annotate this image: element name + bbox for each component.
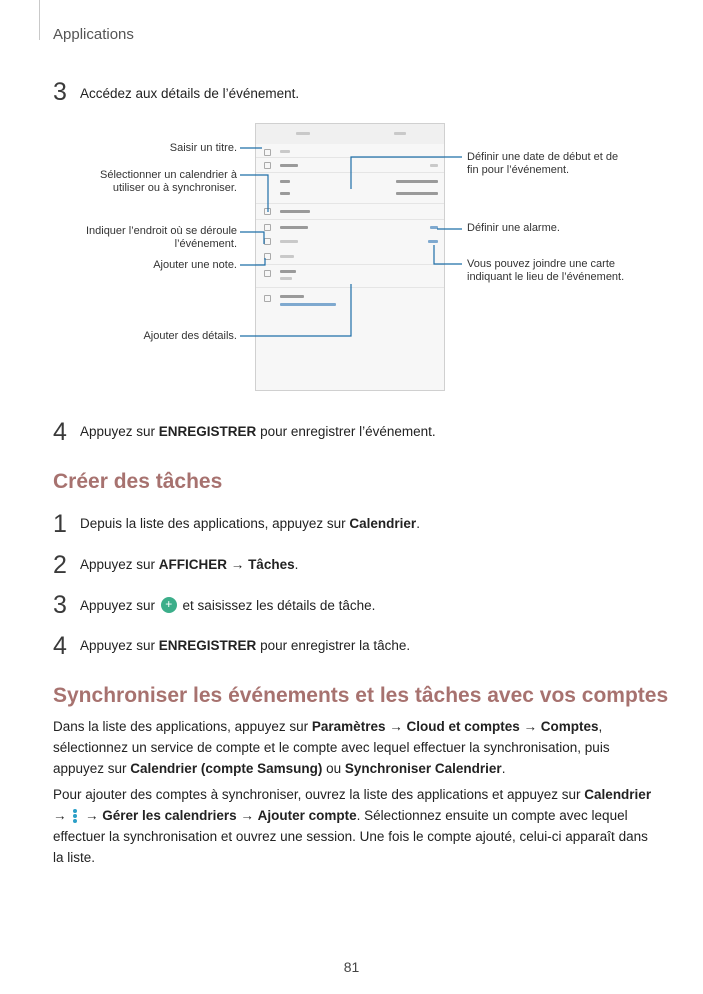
section-heading: Synchroniser les événements et les tâches avec vos comptes (53, 684, 669, 707)
add-icon (161, 597, 177, 613)
callout-location (86, 225, 237, 251)
callout-map (467, 258, 624, 284)
step-number: 3 (53, 78, 67, 106)
step-number: 2 (53, 551, 67, 579)
paragraph: Dans la liste des applications, appuyez sur Paramètres → Cloud et comptes → Comptes, sélectionnez un service de compte et le compte avec lequel effectuer la synchronisation, puis appuyez sur Calendrier (compte Samsung) ou Synchroniser Calendrier. (53, 719, 610, 776)
page-number: 81 (343, 959, 360, 975)
callout-map-line2: indiquant le lieu de l’événement. (467, 271, 625, 283)
step-text: Appuyez sur ENREGISTRER pour enregistrer l’événement. (80, 424, 436, 439)
step-number: 3 (53, 591, 67, 619)
step-text: Appuyez sur ENREGISTRER pour enregistrer la tâche. (80, 638, 411, 653)
callout-dates-line2: fin pour l’événement. (467, 164, 570, 176)
callout-location-line2: l’événement. (174, 238, 237, 250)
callout-calendar-line2: utiliser ou à synchroniser. (112, 182, 237, 194)
callout-location-line1: Indiquer l’endroit où se déroule (85, 225, 237, 237)
callout-alarm: Définir une alarme. (467, 222, 560, 234)
step-text: Appuyez sur + et saisissez les détails de tâche. (80, 597, 375, 613)
section-heading: Créer des tâches (53, 470, 223, 493)
section-label: Applications (53, 26, 134, 43)
callout-calendar (100, 169, 237, 195)
step-number: 1 (53, 510, 67, 538)
step-number: 4 (53, 632, 67, 660)
callout-title: Saisir un titre. (169, 142, 237, 154)
callout-map-line1: Vous pouvez joindre une carte (467, 258, 615, 270)
step-text: Depuis la liste des applications, appuyez sur Calendrier. (80, 516, 420, 531)
callout-calendar-line1: Sélectionner un calendrier à (100, 169, 237, 181)
callout-leader-lines (0, 0, 703, 400)
callout-dates-line1: Définir une date de début et de (467, 151, 619, 163)
callout-dates (467, 151, 618, 177)
callout-details: Ajouter des détails. (143, 330, 237, 342)
paragraph: Pour ajouter des comptes à synchroniser, ouvrez la liste des applications et appuyez sur Calendrier → → Gérer les calendriers → Ajouter compte. Sélectionnez ensuite un compte avec lequel effectuer la synchronisation et ouvrez une session. Une fois le compte ajouté, celui-ci apparaît dans la liste. (53, 787, 652, 865)
step-text: Appuyez sur AFFICHER → Tâches. (80, 557, 299, 572)
step-text: Accédez aux détails de l’événement. (80, 86, 300, 101)
step-number: 4 (53, 418, 67, 446)
callout-note: Ajouter une note. (153, 259, 237, 271)
more-options-icon (73, 808, 78, 824)
